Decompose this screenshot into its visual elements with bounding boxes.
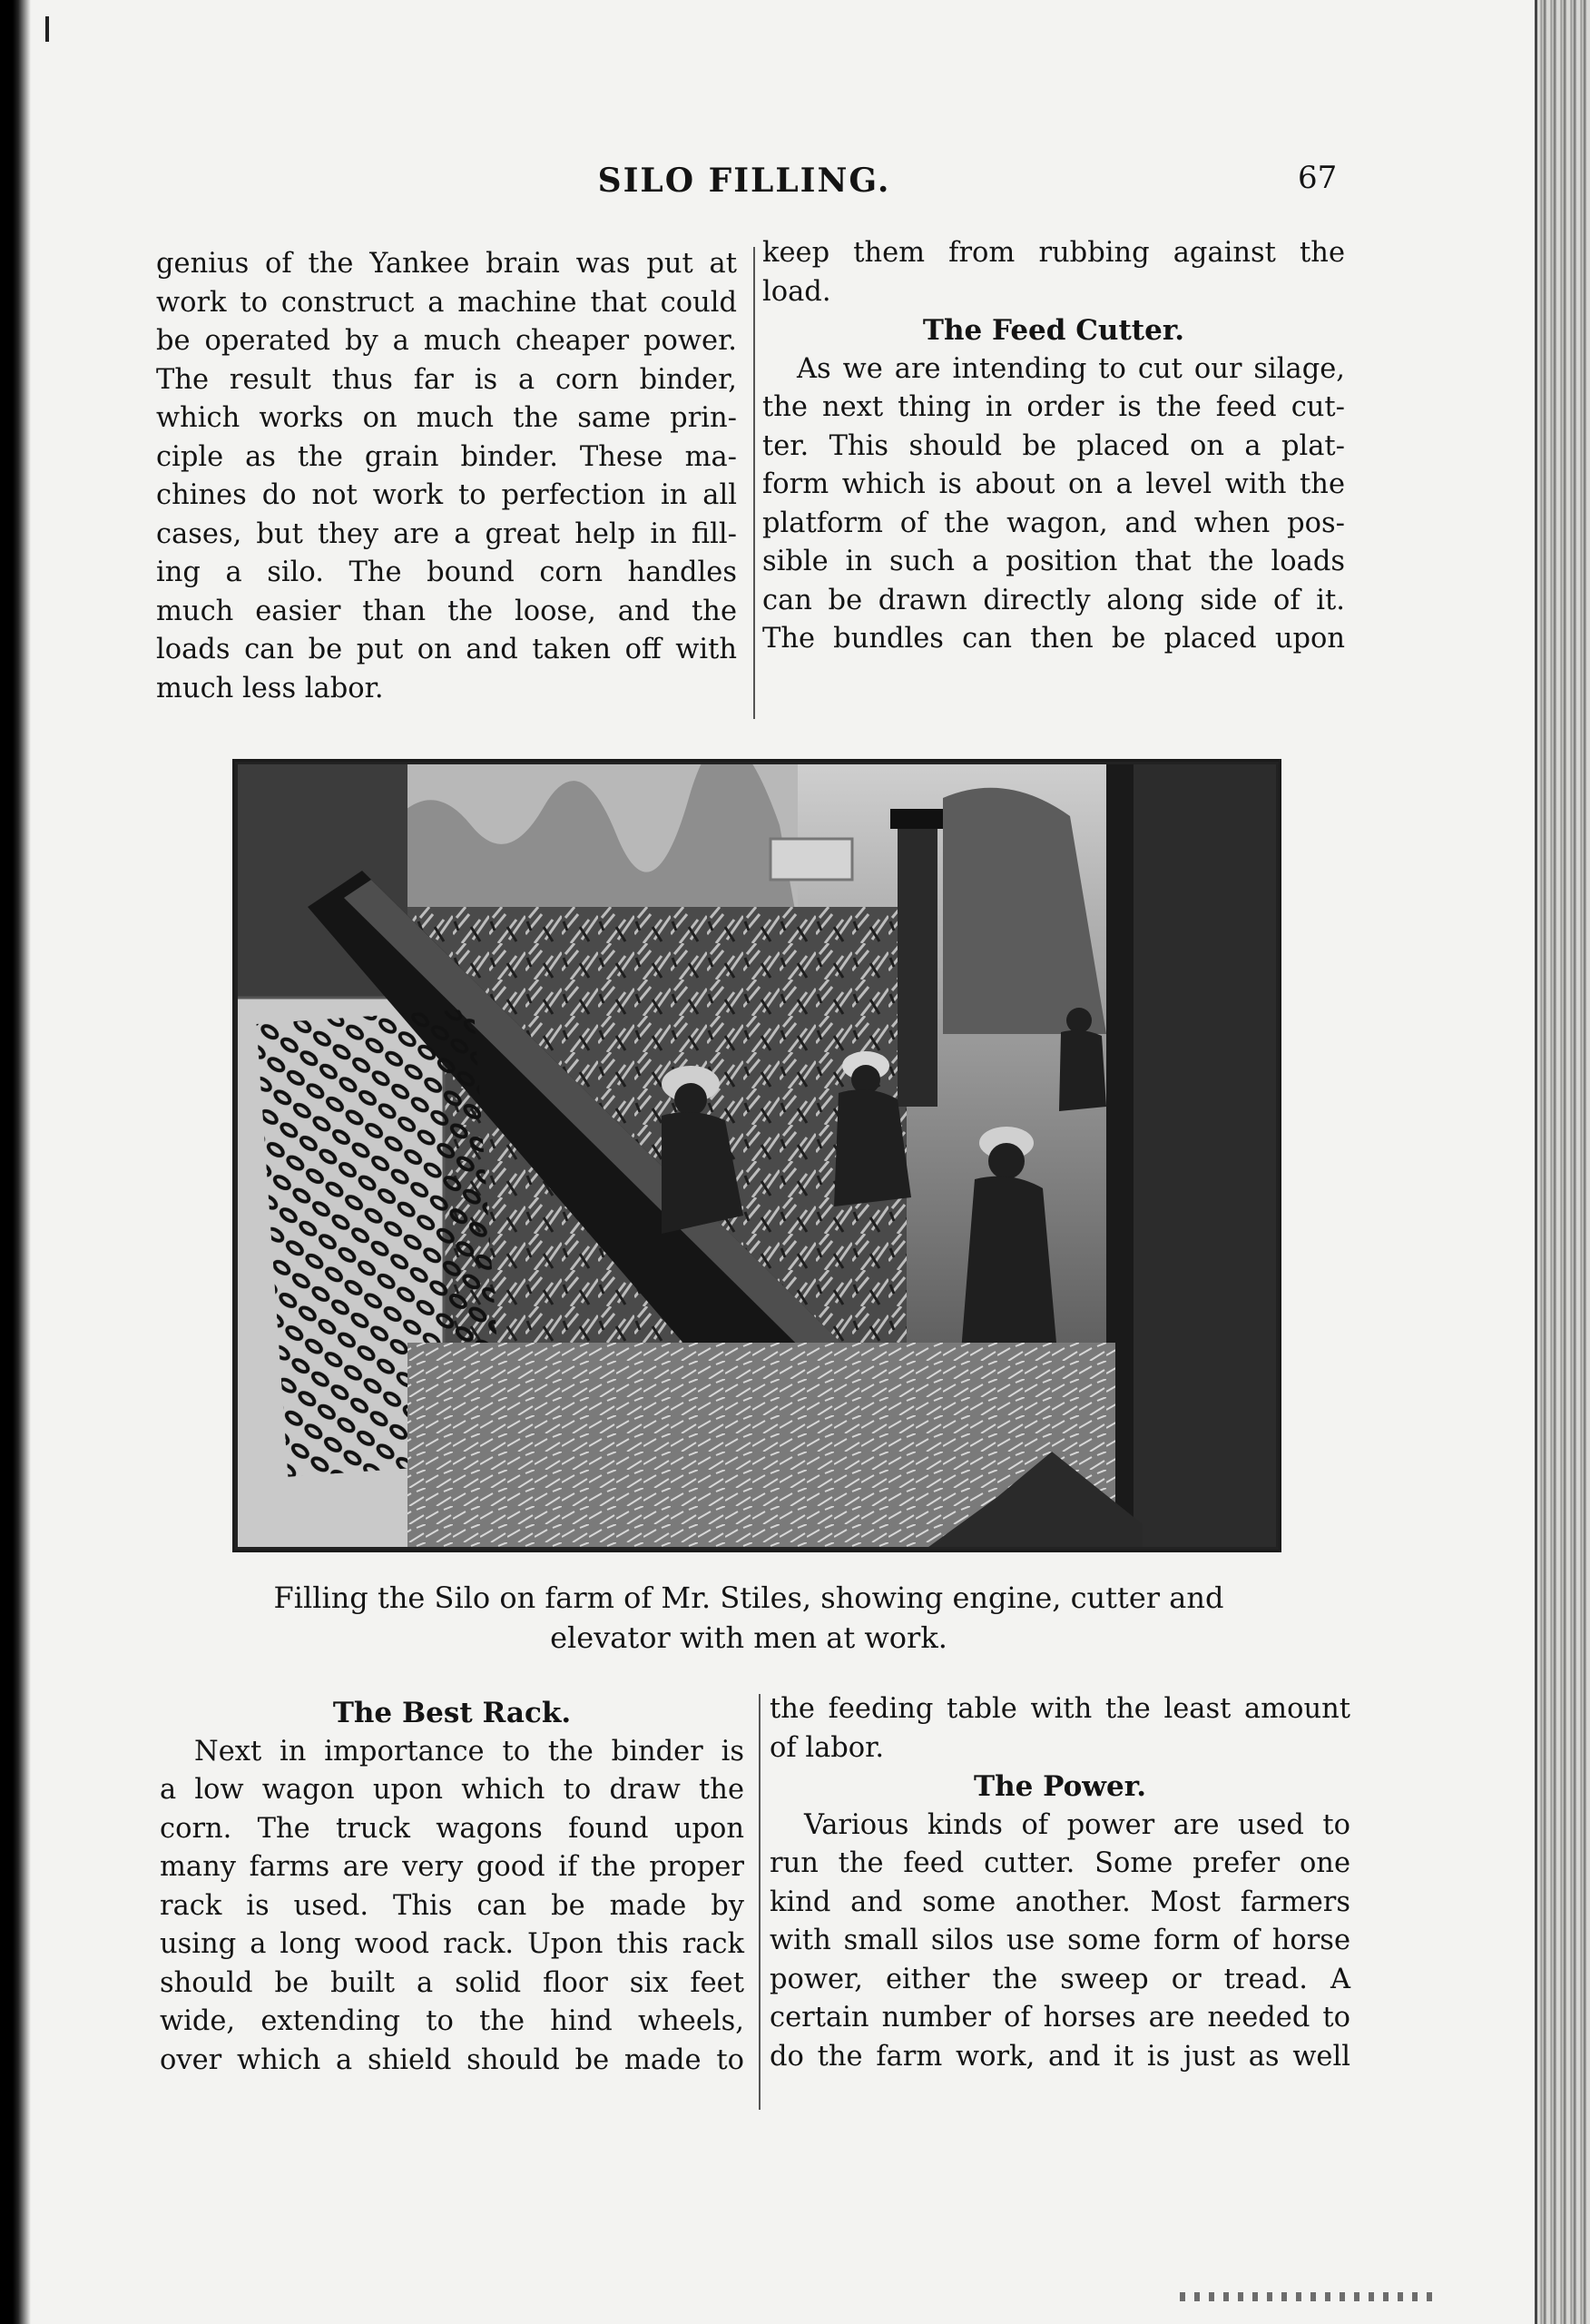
column-rule: [753, 247, 755, 719]
page-number: 67: [1298, 160, 1338, 196]
text-line: which works on much the same prin-: [156, 402, 737, 434]
scan-noise: [1180, 2292, 1434, 2301]
figure-caption: [163, 1578, 1334, 1658]
text-line: keep them from rubbing against the: [762, 237, 1345, 269]
silo-filling-photograph: [232, 759, 1281, 1552]
text-line: wide, extending to the hind wheels,: [160, 2005, 744, 2037]
text-line: loads can be put on and taken off with: [156, 634, 737, 665]
text-line: ciple as the grain binder. These ma-: [156, 440, 737, 473]
text-line: run the feed cutter. Some prefer one: [770, 1847, 1350, 1879]
caption-line: elevator with men at work.: [550, 1620, 947, 1655]
text-line: Next in importance to the binder is: [194, 1735, 744, 1768]
bottom-right-column: [770, 1690, 1350, 2076]
scan-mark: [45, 16, 49, 42]
text-line: rack is used. This can be made by: [160, 1889, 744, 1922]
column-rule: [759, 1694, 761, 2110]
text-line: should be built a solid floor six feet: [160, 1966, 744, 1999]
text-line: ter. This should be placed on a plat-: [762, 429, 1345, 462]
text-line: power, either the sweep or tread. A: [770, 1963, 1350, 1995]
top-right-column: [762, 234, 1345, 659]
text-line: genius of the Yankee brain was put at: [156, 248, 737, 280]
text-line: many farms are very good if the proper: [160, 1851, 744, 1883]
bottom-left-column: [160, 1694, 744, 2080]
photo-drawing: [235, 762, 1279, 1550]
text-line: load.: [762, 275, 831, 308]
text-line: chines do not work to perfection in all: [156, 479, 737, 511]
text-line: be operated by a much cheaper power.: [156, 325, 737, 357]
text-line: kind and some another. Most farmers: [770, 1886, 1350, 1918]
section-heading-power: The Power.: [974, 1770, 1146, 1803]
text-line: over which a shield should be made to: [160, 2043, 744, 2076]
text-line: can be drawn directly along side of it.: [762, 584, 1345, 616]
text-line: the next thing in order is the feed cut-: [762, 391, 1345, 423]
text-line: form which is about on a level with the: [762, 468, 1345, 500]
text-line: The bundles can then be placed upon: [762, 623, 1345, 655]
text-line: do the farm work, and it is just as well: [770, 2040, 1350, 2073]
text-line: The result thus far is a corn binder,: [156, 363, 737, 396]
text-line: cases, but they are a great help in fill-: [156, 517, 737, 550]
section-heading-feed-cutter: The Feed Cutter.: [922, 314, 1185, 347]
scan-left-edge: [0, 0, 31, 2324]
caption-line: Filling the Silo on farm of Mr. Stiles, showing engine, cutter and: [273, 1581, 1224, 1615]
text-line: using a long wood rack. Upon this rack: [160, 1928, 744, 1960]
text-line: of labor.: [770, 1731, 885, 1764]
text-line: the feeding table with the least amount: [770, 1693, 1350, 1725]
text-line: with small silos use some form of horse: [770, 1925, 1350, 1956]
text-line: work to construct a machine that could: [156, 286, 737, 319]
text-line: much less labor.: [156, 672, 384, 704]
text-line: a low wagon upon which to draw the: [160, 1774, 744, 1806]
running-title: SILO FILLING.: [597, 162, 891, 200]
text-line: corn. The truck wagons found upon: [160, 1812, 744, 1845]
text-line: certain number of horses are needed to: [770, 2002, 1350, 2034]
text-line: As we are intending to cut our silage,: [797, 352, 1345, 385]
section-heading-best-rack: The Best Rack.: [332, 1697, 572, 1729]
text-line: Various kinds of power are used to: [804, 1808, 1350, 1841]
text-line: platform of the wagon, and when pos-: [762, 507, 1345, 539]
text-line: much easier than the loose, and the: [156, 595, 737, 627]
text-line: sible in such a position that the loads: [762, 546, 1345, 577]
book-page-edges: [1535, 0, 1590, 2324]
top-left-column: [156, 245, 737, 708]
text-line: ing a silo. The bound corn handles: [156, 556, 737, 588]
